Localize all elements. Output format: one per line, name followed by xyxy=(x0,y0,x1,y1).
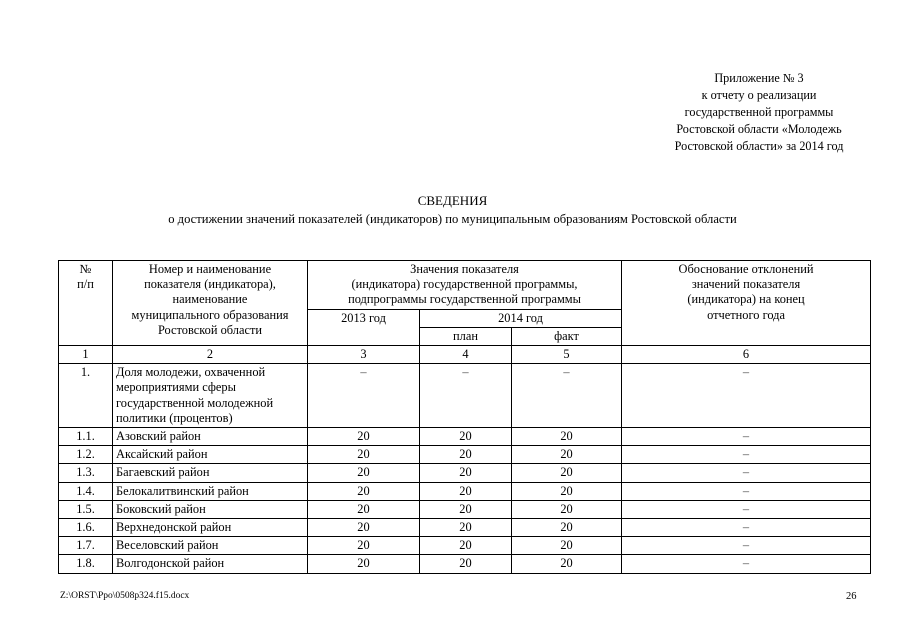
column-number: 1 xyxy=(59,346,113,364)
table-row xyxy=(59,500,871,518)
header-fact: факт xyxy=(512,327,622,345)
column-number: 6 xyxy=(622,346,871,364)
value-reason: – xyxy=(622,537,871,555)
value-plan: 20 xyxy=(420,519,512,537)
row-name-line: Боковский район xyxy=(116,501,206,516)
value-2013: 20 xyxy=(308,446,420,464)
value-fact: – xyxy=(512,364,622,428)
value-reason: – xyxy=(622,482,871,500)
value-2013: 20 xyxy=(308,428,420,446)
row-name xyxy=(113,500,308,518)
value-plan: 20 xyxy=(420,500,512,518)
value-fact: 20 xyxy=(512,464,622,482)
row-name xyxy=(113,537,308,555)
appendix-line: к отчету о реализации xyxy=(701,88,817,102)
value-2013: 20 xyxy=(308,464,420,482)
row-number: 1.3. xyxy=(59,464,113,482)
value-plan: 20 xyxy=(420,537,512,555)
row-number: 1.2. xyxy=(59,446,113,464)
row-name xyxy=(113,446,308,464)
value-fact: 20 xyxy=(512,446,622,464)
footer-page-number: 26 xyxy=(846,591,857,602)
row-name xyxy=(113,519,308,537)
header-num: № п/п xyxy=(59,261,113,346)
value-reason: – xyxy=(622,446,871,464)
table-row xyxy=(59,464,871,482)
appendix-line: Приложение № 3 xyxy=(714,71,804,85)
value-fact: 20 xyxy=(512,482,622,500)
document-subtitle: о достижении значений показателей (индикаторов) по муниципальным образованиям Ростовской области xyxy=(168,212,737,226)
header-year-2014: 2014 год xyxy=(420,309,622,327)
row-name-line: Доля молодежи, охваченной xyxy=(116,365,266,380)
row-name xyxy=(113,555,308,573)
value-plan: 20 xyxy=(420,464,512,482)
row-name-line: Аксайский район xyxy=(116,447,208,462)
column-numbers-row xyxy=(59,346,871,364)
value-reason: – xyxy=(622,364,871,428)
footer-file-path: Z:\ORST\Ppo\0508p324.f15.docx xyxy=(60,591,190,601)
value-fact: 20 xyxy=(512,555,622,573)
row-name-line: Веселовский район xyxy=(116,538,219,553)
row-number: 1.1. xyxy=(59,428,113,446)
row-number: 1.7. xyxy=(59,537,113,555)
value-2013: 20 xyxy=(308,482,420,500)
row-name-line: политики (процентов) xyxy=(116,410,233,425)
value-reason: – xyxy=(622,500,871,518)
row-name-line: государственной молодежной xyxy=(116,395,274,410)
table-row xyxy=(59,364,871,428)
value-fact: 20 xyxy=(512,500,622,518)
value-2013: 20 xyxy=(308,500,420,518)
value-2013: 20 xyxy=(308,555,420,573)
header-name: Номер и наименование показателя (индикатора), наименование муниципального образования Ростовской области xyxy=(113,261,308,346)
value-plan: 20 xyxy=(420,482,512,500)
table-row xyxy=(59,519,871,537)
table-body xyxy=(59,364,871,573)
value-2013: 20 xyxy=(308,537,420,555)
column-number: 5 xyxy=(512,346,622,364)
value-plan: 20 xyxy=(420,555,512,573)
column-number: 2 xyxy=(113,346,308,364)
value-2013: – xyxy=(308,364,420,428)
appendix-line: Ростовской области» за 2014 год xyxy=(674,139,844,153)
row-name-line: мероприятиями сферы xyxy=(116,380,236,395)
value-fact: 20 xyxy=(512,428,622,446)
appendix-line: государственной программы xyxy=(684,105,834,119)
header-reason: Обоснование отклонений значений показателя (индикатора) на конец отчетного года xyxy=(622,261,871,346)
row-number: 1.5. xyxy=(59,500,113,518)
value-fact: 20 xyxy=(512,537,622,555)
row-number: 1. xyxy=(59,364,113,428)
document-heading xyxy=(0,192,905,228)
value-plan: 20 xyxy=(420,446,512,464)
header-values: Значения показателя (индикатора) государственной программы, подпрограммы государственной программы xyxy=(308,261,622,310)
value-fact: 20 xyxy=(512,519,622,537)
value-reason: – xyxy=(622,428,871,446)
document-title: СВЕДЕНИЯ xyxy=(417,193,488,208)
column-number: 3 xyxy=(308,346,420,364)
header-year-2013: 2013 год xyxy=(308,309,420,345)
row-name-line: Верхнедонской район xyxy=(116,520,232,535)
row-name xyxy=(113,482,308,500)
appendix-block xyxy=(600,70,905,155)
table-row xyxy=(59,428,871,446)
value-reason: – xyxy=(622,519,871,537)
table-row xyxy=(59,555,871,573)
row-name xyxy=(113,464,308,482)
column-number: 4 xyxy=(420,346,512,364)
row-name xyxy=(113,364,308,428)
indicators-table xyxy=(58,260,871,574)
row-name-line: Белокалитвинский район xyxy=(116,483,249,498)
table-row xyxy=(59,482,871,500)
table-row xyxy=(59,537,871,555)
value-reason: – xyxy=(622,555,871,573)
value-plan: – xyxy=(420,364,512,428)
row-name-line: Багаевский район xyxy=(116,465,210,480)
value-reason: – xyxy=(622,464,871,482)
row-number: 1.4. xyxy=(59,482,113,500)
row-number: 1.6. xyxy=(59,519,113,537)
row-number: 1.8. xyxy=(59,555,113,573)
row-name xyxy=(113,428,308,446)
table-header xyxy=(59,261,871,364)
value-plan: 20 xyxy=(420,428,512,446)
table-row xyxy=(59,446,871,464)
header-plan: план xyxy=(420,327,512,345)
row-name-line: Волгодонской район xyxy=(116,556,225,571)
appendix-line: Ростовской области «Молодежь xyxy=(676,122,842,136)
value-2013: 20 xyxy=(308,519,420,537)
row-name-line: Азовский район xyxy=(116,429,201,444)
